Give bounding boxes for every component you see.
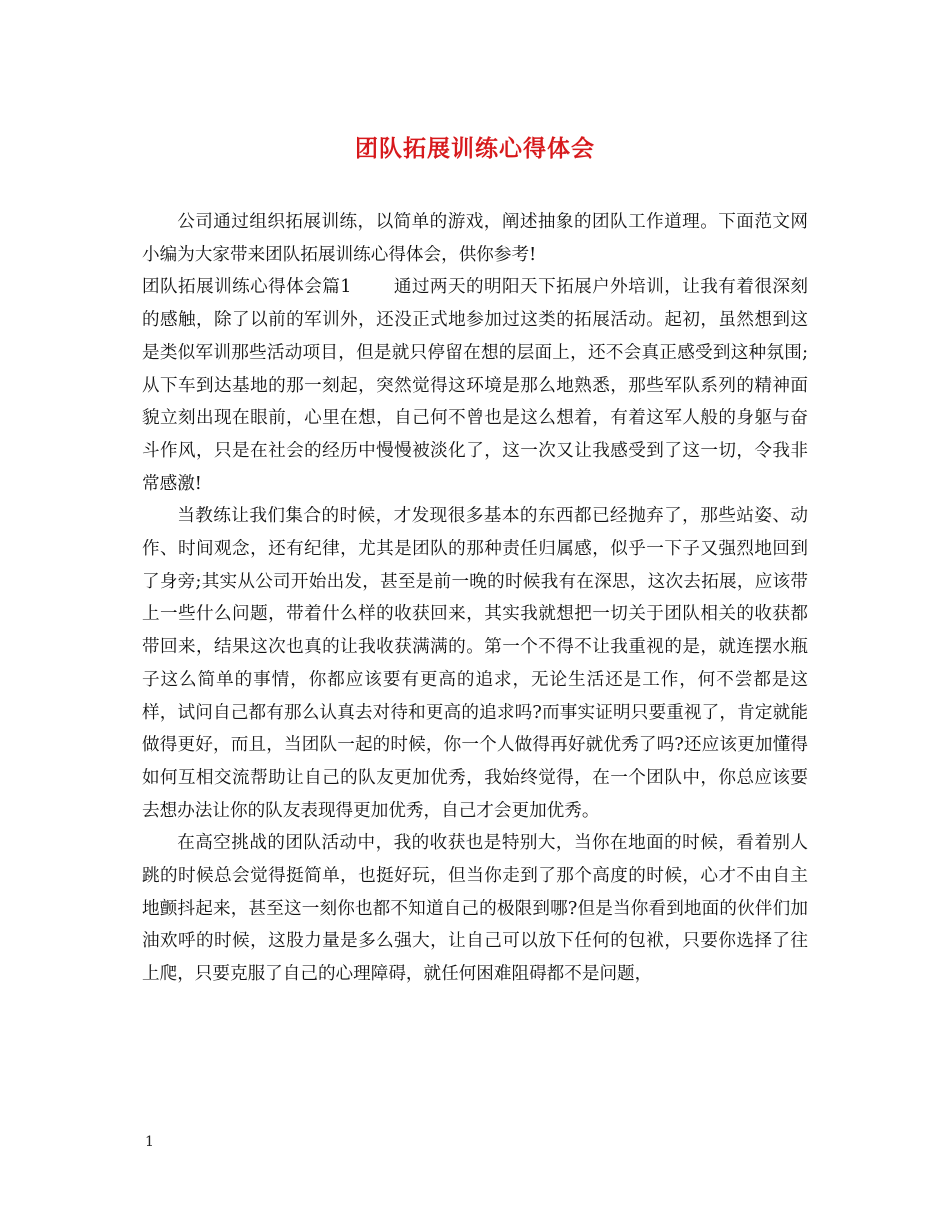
page-number: 1 (145, 1134, 154, 1150)
document-body (142, 206, 808, 991)
document-title: 团队拓展训练心得体会 (355, 135, 595, 162)
section-1-text: 通过两天的明阳天下拓展户外培训，让我有着很深刻的感触，除了以前的军训外，还没正式地参加过这类的拓展活动。起初，虽然想到这是类似军训那些活动项目，但是就只停留在想的层面上，还不会真正感受到这种氛围;从下车到达基地的那一刻起，突然觉得这环境是那么地熟悉，那些军队系列的精神面貌立刻出现在眼前，心里在想，自己何不曾也是这么想着，有着这军人般的身躯与奋斗作风，只是在社会的经历中慢慢被淡化了，这一次又让我感受到了这一切，令我非常感激! (142, 277, 808, 494)
paragraph-3: 当教练让我们集合的时候，才发现很多基本的东西都已经抛弃了，那些站姿、动作、时间观念，还有纪律，尤其是团队的那种责任归属感，似乎一下子又强烈地回到了身旁;其实从公司开始出发，甚至是前一晚的时候我有在深思，这次去拓展，应该带上一些什么问题，带着什么样的收获回来，其实我就想把一切关于团队相关的收获都带回来，结果这次也真的让我收获满满的。第一个不得不让我重视的是，就连摆水瓶子这么简单的事情，你都应该要有更高的追求，无论生活还是工作，何不尝都是这样，试问自己都有那么认真去对待和更高的追求吗?而事实证明只要重视了，肯定就能做得更好，而且，当团队一起的时候，你一个人做得再好就优秀了吗?还应该更加懂得如何互相交流帮助让自己的队友更加优秀，我始终觉得，在一个团队中，你总应该要去想办法让你的队友表现得更加优秀，自己才会更加优秀。 (142, 506, 808, 821)
paragraph-4: 在高空挑战的团队活动中，我的收获也是特别大，当你在地面的时候，看着别人跳的时候总会觉得挺简单，也挺好玩，但当你走到了那个高度的时候，心才不由自主地颤抖起来，甚至这一刻你也都不知道自己的极限到哪?但是当你看到地面的伙伴们加油欢呼的时候，这股力量是多么强大，让自己可以放下任何的包袱，只要你选择了往上爬，只要克服了自己的心理障碍，就任何困难阻碍都不是问题， (142, 833, 808, 985)
section-1-heading: 团队拓展训练心得体会篇1 (142, 277, 352, 298)
section-1-paragraph (142, 271, 808, 500)
intro-paragraph: 公司通过组织拓展训练，以简单的游戏，阐述抽象的团队工作道理。下面范文网小编为大家带来团队拓展训练心得体会，供你参考! (142, 212, 808, 265)
